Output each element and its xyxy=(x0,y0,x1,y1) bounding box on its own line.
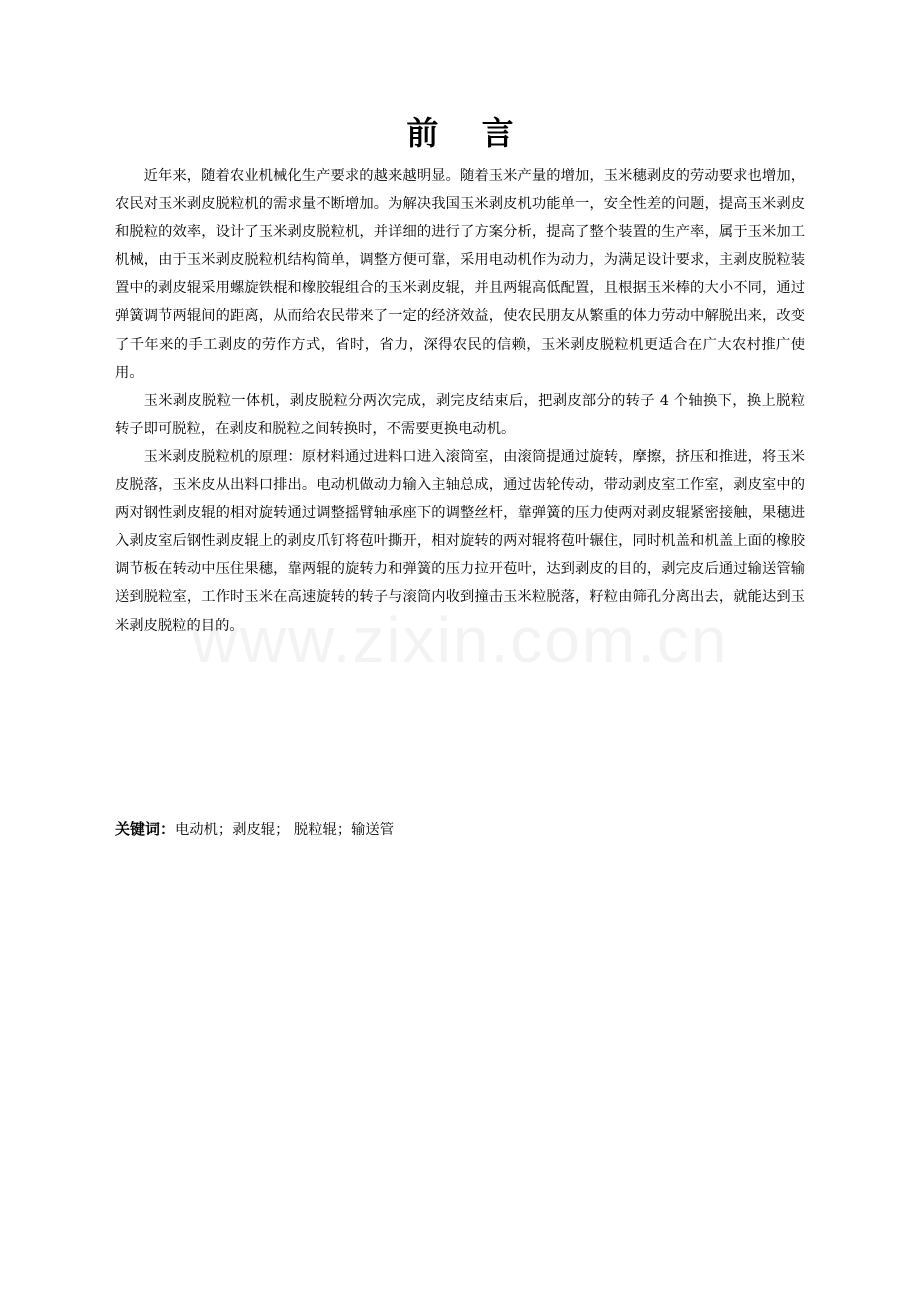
keywords-label: 关键词： xyxy=(115,820,176,838)
body-text xyxy=(115,162,805,640)
paragraph-3: 玉米剥皮脱粒机的原理：原材料通过进料口进入滚筒室，由滚筒提通过旋转，摩擦，挤压和推进，将玉米皮脱落，玉米皮从出料口排出。电动机做动力输入主轴总成，通过齿轮传动，带动剥皮室工作室，剥皮室中的两对钢性剥皮辊的相对旋转通过调整摇臂轴承座下的调整丝杆，靠弹簧的压力使两对剥皮辊紧密接触，果穗进入剥皮室后钢性剥皮辊上的剥皮爪钉将苞叶撕开，相对旋转的两对辊将苞叶辗住，同时机盖和机盖上面的橡胶调节板在转动中压住果穗，靠两辊的旋转力和弹簧的压力拉开苞叶，达到剥皮的目的，剥完皮后通过输送管输送到脱粒室，工作时玉米在高速旋转的转子与滚筒内收到撞击玉米粒脱落，籽粒由筛孔分离出去，就能达到玉米剥皮脱粒的目的。 xyxy=(115,448,805,634)
keywords-line xyxy=(115,815,805,844)
paragraph-1: 近年来，随着农业机械化生产要求的越来越明显。随着玉米产量的增加，玉米穗剥皮的劳动要求也增加，农民对玉米剥皮脱粒机的需求量不断增加。为解决我国玉米剥皮机功能单一，安全性差的问题，提高玉米剥皮和脱粒的效率，设计了玉米剥皮脱粒机，并详细的进行了方案分析，提高了整个装置的生产率，属于玉米加工机械，由于玉米剥皮脱粒机结构简单，调整方便可靠，采用电动机作为动力，为满足设计要求，主剥皮脱粒装置中的剥皮辊采用螺旋铁棍和橡胶辊组合的玉米剥皮辊，并且两辊高低配置，且根据玉米棒的大小不同，通过弹簧调节两辊间的距离，从而给农民带来了一定的经济效益，使农民朋友从繁重的体力劳动中解脱出来，改变了千年来的手工剥皮的劳作方式，省时，省力，深得农民的信赖，玉米剥皮脱粒机更适合在广大农村推广使用。 xyxy=(115,168,805,381)
page-title: 前 言 xyxy=(406,114,530,152)
paragraph-2: 玉米剥皮脱粒一体机，剥皮脱粒分两次完成，剥完皮结束后，把剥皮部分的转子 4 个轴换下，换上脱粒转子即可脱粒，在剥皮和脱粒之间转换时，不需要更换电动机。 xyxy=(115,392,805,437)
keywords-text: 电动机；剥皮辊； 脱粒辊；输送管 xyxy=(175,822,395,838)
